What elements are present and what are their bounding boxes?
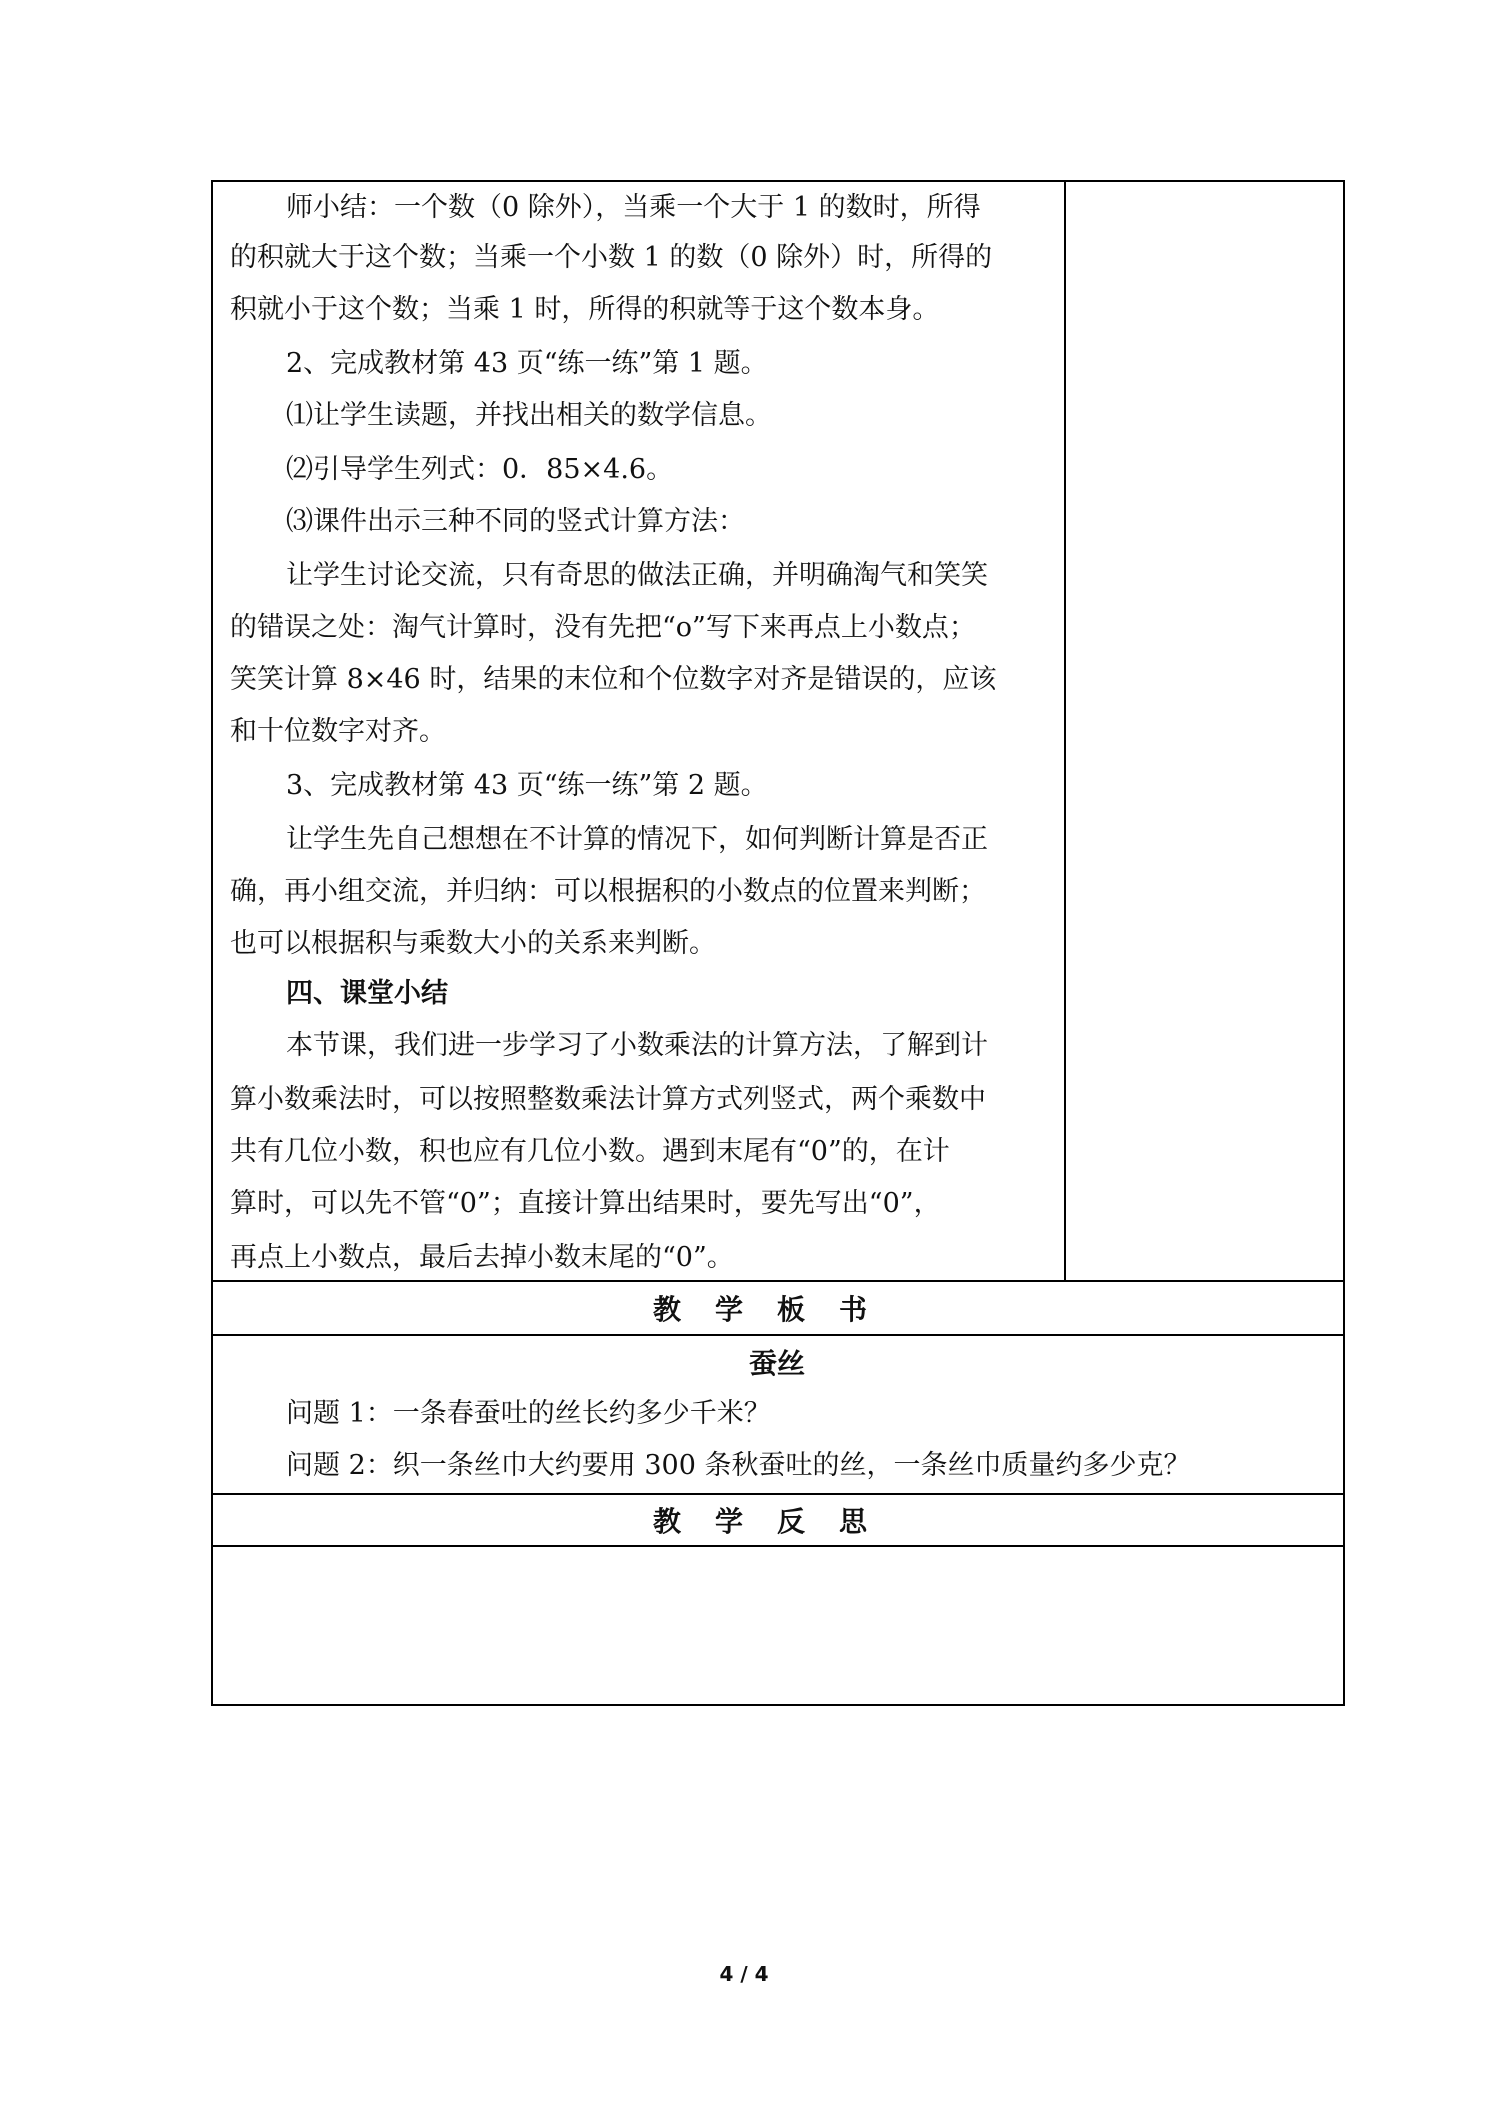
reflection-header: 教学反思 [652,1505,901,1538]
paragraph: 也可以根据积与乘数大小的关系来判断。 [230,928,716,959]
paragraph: 算小数乘法时，可以按照整数乘法计算方式列竖式，两个乘数中 [230,1084,986,1115]
paragraph: 确，再小组交流，并归纳：可以根据积的小数点的位置来判断； [230,876,986,907]
row-divider-reflection-content [211,1545,1345,1547]
paragraph: 再点上小数点，最后去掉小数末尾的“0”。 [230,1242,734,1273]
page-number: 4 / 4 [719,1962,769,1986]
row-divider-board-content [211,1334,1345,1336]
paragraph: 笑笑计算 8×46 时，结果的末位和个位数字对齐是错误的，应该 [230,664,997,695]
board-header: 教学板书 [652,1293,901,1326]
board-title: 蚕丝 [748,1347,805,1380]
board-question-2: 问题 2：织一条丝巾大约要用 300 条秋蚕吐的丝，一条丝巾质量约多少克？ [286,1450,1191,1481]
paragraph: 的积就大于这个数；当乘一个小数 1 的数（0 除外）时，所得的 [230,242,993,273]
row-divider-board-header [211,1280,1345,1282]
section-heading: 四、课堂小结 [286,978,448,1009]
paragraph: 师小结：一个数（0 除外），当乘一个大于 1 的数时，所得 [286,192,981,223]
paragraph: ⑴让学生读题，并找出相关的数学信息。 [286,400,772,431]
paragraph: 积就小于这个数；当乘 1 时，所得的积就等于这个数本身。 [230,294,940,325]
paragraph: ⑵引导学生列式：0．85×4.6。 [286,454,674,485]
paragraph: 共有几位小数，积也应有几位小数。遇到末尾有“0”的，在计 [230,1136,950,1167]
paragraph: 算时，可以先不管“0”；直接计算出结果时，要先写出“0”， [230,1188,941,1219]
paragraph: 2、完成教材第 43 页“练一练”第 1 题。 [286,348,768,379]
paragraph: 让学生讨论交流，只有奇思的做法正确，并明确淘气和笑笑 [286,560,988,591]
paragraph: 3、完成教材第 43 页“练一练”第 2 题。 [286,770,768,801]
paragraph: 本节课，我们进一步学习了小数乘法的计算方法，了解到计 [286,1030,988,1061]
paragraph: ⑶课件出示三种不同的竖式计算方法： [286,506,745,537]
column-divider [1064,180,1066,1281]
paragraph: 和十位数字对齐。 [230,716,446,747]
paragraph: 让学生先自己想想在不计算的情况下，如何判断计算是否正 [286,824,988,855]
row-divider-reflection-header [211,1493,1345,1495]
board-question-1: 问题 1：一条春蚕吐的丝长约多少千米？ [286,1398,771,1429]
paragraph: 的错误之处：淘气计算时，没有先把“o”写下来再点上小数点； [230,612,976,643]
